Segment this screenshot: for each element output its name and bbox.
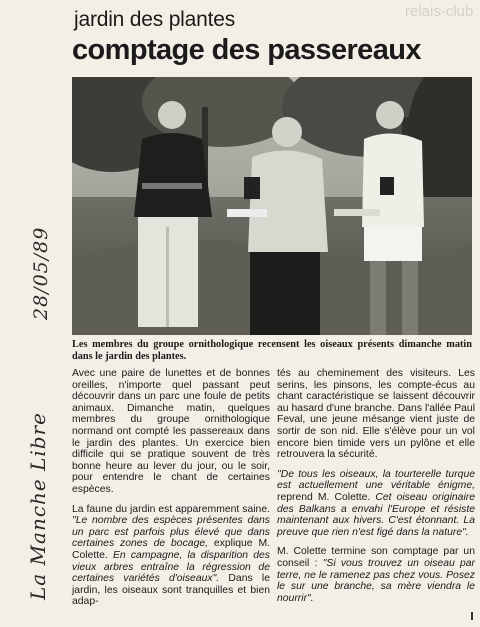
article-headline: comptage des passereaux: [72, 34, 421, 66]
article-column-right: [277, 368, 475, 612]
text-run: Dans le jardin, les oiseaux sont tranquilles et bien adap-: [72, 573, 270, 608]
quote-run: Cet oiseau originaire des Balkans a envahi l'Europe et résiste maintenant aux hivers. C'est étonnant. La preuve que rien n'est figé dans la nature".: [277, 491, 475, 538]
photo-caption: Les membres du groupe ornithologique recensent les oiseaux présents dimanche matin dans le jardin des plantes.: [72, 339, 472, 362]
quote-run: "Le nombre des espèces présentes dans un parc est parfois plus élevé que dans certaines zones de bocage,: [72, 515, 270, 550]
text-run: explique M. Colette.: [72, 538, 270, 561]
column-mark: [471, 612, 473, 620]
handwritten-source-signature: La Manche Libre: [26, 412, 50, 600]
article-kicker: jardin des plantes: [74, 8, 236, 31]
text-run: M. Colette termine son comptage par un conseil :: [277, 546, 475, 569]
text-run: reprend M. Colette.: [277, 491, 376, 503]
paragraph: [72, 504, 270, 608]
quote-run: "Si vous trouvez un oiseau par terre, ne le ramenez pas chez vous. Posez le sur une branche, sa mère viendra le nourrir".: [277, 557, 475, 604]
handwritten-date: 28/05/89: [30, 226, 52, 320]
paragraph: Avec une paire de lunettes et de bonnes oreilles, n'importe quel passant peut découvrir dans un parc une foule de petits animaux. Dimanche matin, quelques membres du groupe ornithologique normand ont compté les passereaux dans le jardin des plantes. Un exercice bien difficile qui se pratique souvent de très bonne heure au lever du jour, ou le soir, pour entendre le chant de certaines espèces.: [72, 368, 270, 495]
quote-run: "De tous les oiseaux, la tourterelle turque est actuellement une véritable énigme,: [277, 468, 475, 492]
paragraph: [277, 469, 475, 539]
photo-ornithologists-icon: [72, 77, 472, 335]
quote-run: En campagne, la disparition des vieux arbres entraîne la régression de certaines variétés d'oiseaux".: [72, 549, 270, 585]
article-column-left: [72, 368, 270, 616]
article-photo: [72, 77, 472, 335]
bleed-through-text: relais-club: [405, 3, 474, 20]
text-run: La faune du jardin est apparemment saine.: [72, 503, 270, 515]
paragraph: tés au cheminement des visiteurs. Les serins, les pinsons, les compte-écus au chant caractéristique se laissent découvrir au hasard d'une branche. Dans l'allée Paul Feval, une jeune mésange vient juste de sortir de son nid. Elle s'élève pour un vol encore bien timide vers un pylône et elle retrouvera la sécurité.: [277, 368, 475, 461]
paragraph: [277, 546, 475, 604]
